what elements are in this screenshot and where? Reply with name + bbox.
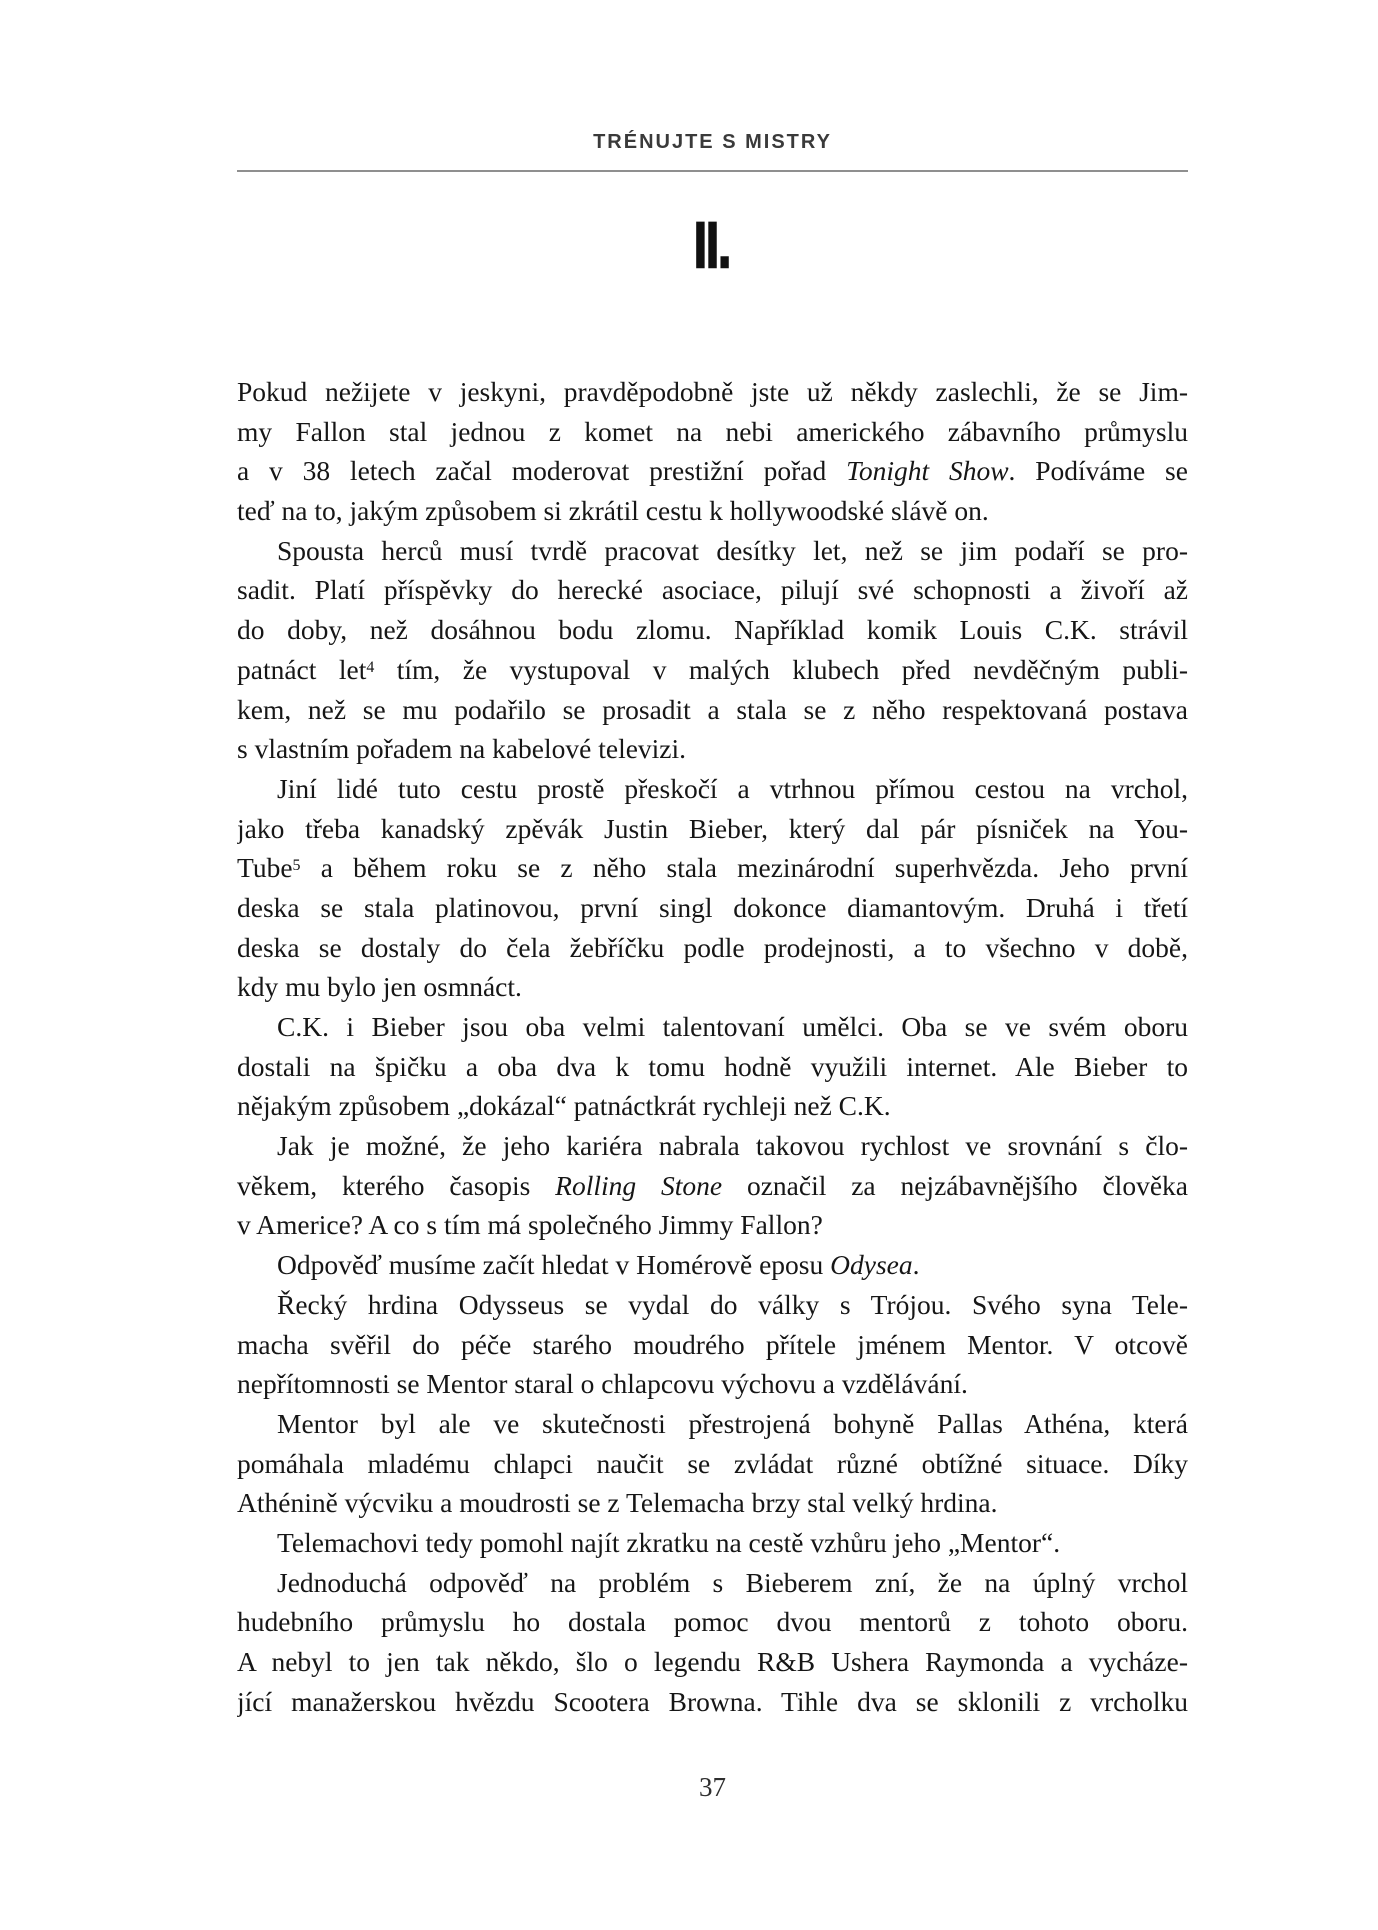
running-header: TRÉNUJTE S MISTRY <box>593 131 832 153</box>
text-line: sadit. Platí příspěvky do herecké asociace, pilují své schopnosti a živoří až <box>237 574 1188 606</box>
text-line: macha svěřil do péče starého moudrého přítele jménem Mentor. V otcově <box>237 1328 1188 1360</box>
chapter-heading <box>237 209 1188 281</box>
text-line: věkem, kterého časopis Rolling Stone označil za nejzábavnějšího člověka <box>237 1169 1188 1201</box>
text-line: nepřítomnosti se Mentor staral o chlapcovu výchovu a vzdělávání. <box>237 1368 968 1400</box>
text-line: Jak je možné, že jeho kariéra nabrala takovou rychlost ve srovnání s člo- <box>277 1130 1188 1162</box>
text-line: Jednoduchá odpověď na problém s Bieberem zní, že na úplný vrchol <box>277 1566 1188 1598</box>
text-line: kem, než se mu podařilo se prosadit a stala se z něho respektovaná postava <box>237 693 1188 725</box>
text-line: Spousta herců musí tvrdě pracovat desítky let, než se jim podaří se pro- <box>277 534 1188 566</box>
text-line: jící manažerskou hvězdu Scootera Browna. Tihle dva se sklonili z vrcholku <box>237 1685 1188 1717</box>
header-rule-divider <box>237 170 1188 172</box>
text-line: Tube$^5$ a během roku se z něho stala mezinárodní superhvězda. Jeho první <box>237 852 1188 884</box>
chapter-number-text: II. <box>694 209 731 281</box>
text-line: deska se dostaly do čela žebříčku podle prodejnosti, a to všechno v době, <box>237 931 1188 963</box>
text-line: do doby, než dosáhnou bodu zlomu. Například komik Louis C.K. strávil <box>237 614 1188 646</box>
text-line: Athénině výcviku a moudrosti se z Telemacha brzy stal velký hrdina. <box>237 1487 998 1519</box>
text-line: Řecký hrdina Odysseus se vydal do války s Trójou. Svého syna Tele- <box>277 1288 1188 1320</box>
text-line: my Fallon stal jednou z komet na nebi amerického zábavního průmyslu <box>237 415 1188 447</box>
text-line: pomáhala mladému chlapci naučit se zvládat různé obtížné situace. Díky <box>237 1447 1188 1479</box>
text-line: nějakým způsobem „dokázal“ patnáctkrát rychleji než C.K. <box>237 1090 891 1122</box>
text-line: a v 38 letech začal moderovat prestižní pořad Tonight Show. Podíváme se <box>237 455 1188 487</box>
text-line: deska se stala platinovou, první singl dokonce diamantovým. Druhá i třetí <box>237 891 1188 923</box>
text-line: C.K. i Bieber jsou oba velmi talentovaní umělci. Oba se ve svém oboru <box>277 1011 1188 1042</box>
body-text <box>237 372 1188 1721</box>
text-line: Jiní lidé tuto cestu prostě přeskočí a vtrhnou přímou cestou na vrchol, <box>277 772 1188 804</box>
text-line: kdy mu bylo jen osmnáct. <box>237 971 522 1003</box>
text-line: v Americe? A co s tím má společného Jimmy Fallon? <box>237 1209 823 1241</box>
page-number: 37 <box>699 1772 726 1802</box>
text-line: hudebního průmyslu ho dostala pomoc dvou mentorů z tohoto oboru. <box>237 1606 1188 1638</box>
text-line: dostali na špičku a oba dva k tomu hodně využili internet. Ale Bieber to <box>237 1050 1188 1082</box>
text-line: A nebyl to jen tak někdo, šlo o legendu R&B Ushera Raymonda a vycháze- <box>237 1646 1188 1677</box>
text-line: Pokud nežijete v jeskyni, pravděpodobně jste už někdy zaslechli, že se Jim- <box>237 376 1188 407</box>
text-line: Mentor byl ale ve skutečnosti přestrojená bohyně Pallas Athéna, která <box>277 1407 1188 1439</box>
text-line: patnáct let$^4$ tím, že vystupoval v malých klubech před nevděčným publi- <box>237 653 1188 685</box>
text-line: teď na to, jakým způsobem si zkrátil cestu k hollywoodské slávě on. <box>237 495 989 527</box>
text-line: s vlastním pořadem na kabelové televizi. <box>237 733 687 765</box>
text-line: Odpověď musíme začít hledat v Homérově eposu Odysea. <box>277 1249 920 1281</box>
text-line: jako třeba kanadský zpěvák Justin Bieber, který dal pár písniček na You- <box>237 812 1188 844</box>
text-line: Telemachovi tedy pomohl najít zkratku na cestě vzhůru jeho „Mentor“. <box>277 1526 1061 1558</box>
